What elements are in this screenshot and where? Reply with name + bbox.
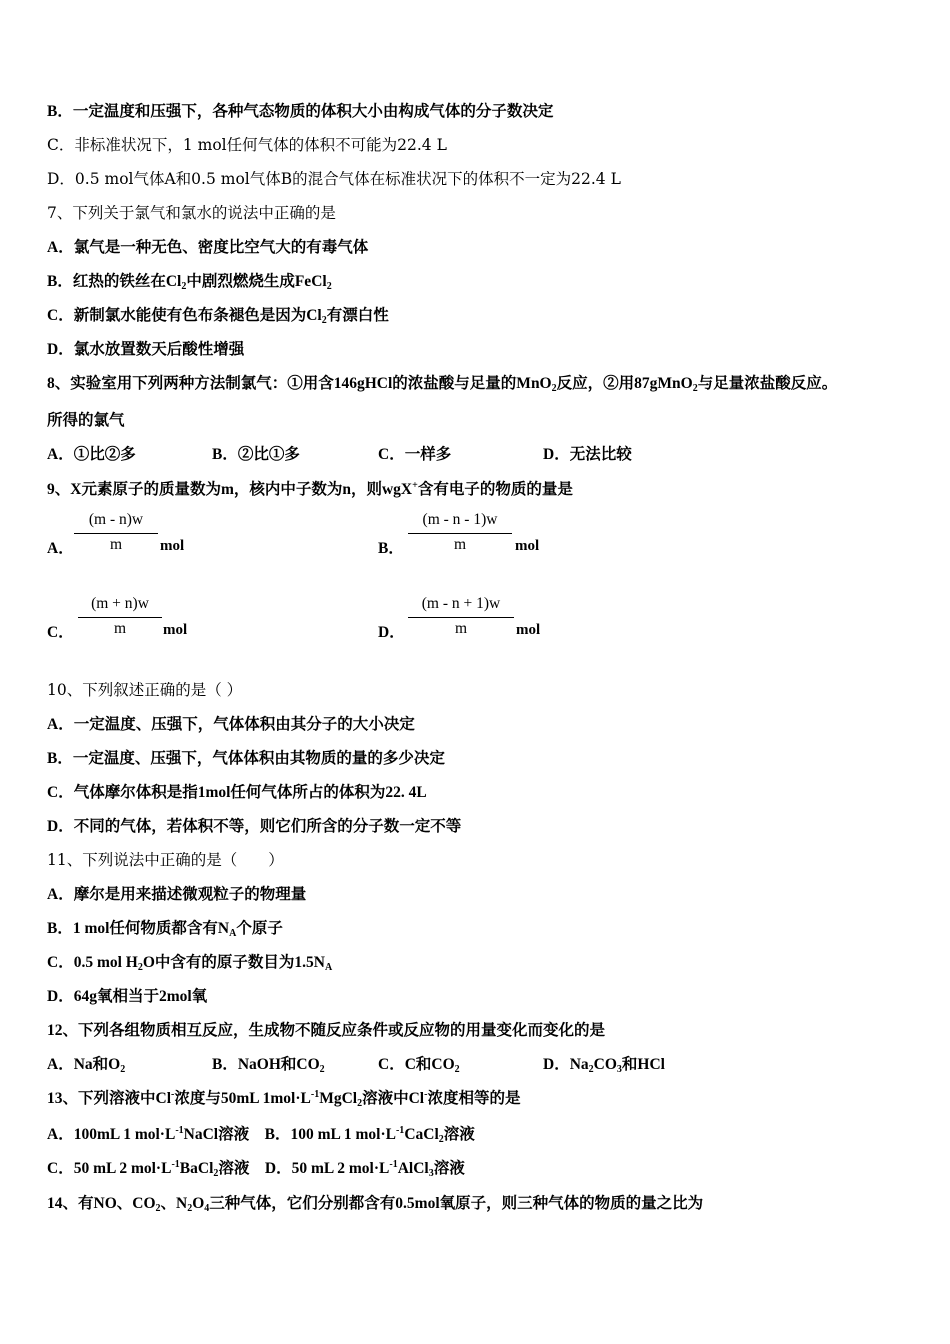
q9-option-c-label: C． xyxy=(47,624,74,641)
fraction-bar xyxy=(74,533,158,534)
q11-option-b: B．1 mol任何物质都含有$N_A$个原子 xyxy=(47,920,283,939)
q7-option-c: C．新制氯水能使有色布条褪色是因为$Cl_2$有漂白性 xyxy=(47,307,389,326)
q9-option-d-fraction xyxy=(408,595,514,638)
q7-option-d: D．氯水放置数天后酸性增强 xyxy=(47,341,245,358)
q8-stem: 8、实验室用下列两种方法制氯气：①用含146gHCl的浓盐酸与足量的MnO$_2$反应，②用87gMnO$_2$与足量浓盐酸反应。 xyxy=(47,375,838,394)
q6-option-b: B．一定温度和压强下，各种气态物质的体积大小由构成气体的分子数决定 xyxy=(47,103,554,120)
q12-stem: 12、下列各组物质相互反应，生成物不随反应条件或反应物的用量变化而变化的是 xyxy=(47,1022,606,1039)
q8-option-c: C．一样多 xyxy=(378,446,452,463)
q9-option-d-unit: mol xyxy=(516,622,541,638)
fraction-denominator: m xyxy=(109,536,123,553)
q9-option-a-unit: mol xyxy=(160,538,185,554)
q13-options-cd xyxy=(47,1158,465,1179)
q9-option-a-label: A． xyxy=(47,540,74,557)
q12-option-a: A．Na和$O_2$ xyxy=(47,1056,126,1075)
q8-option-b: B．②比①多 xyxy=(212,446,300,463)
fraction-bar xyxy=(408,617,514,618)
fraction-denominator: m xyxy=(454,620,468,637)
q9-option-b-unit: mol xyxy=(515,538,540,554)
q10-option-b: B．一定温度、压强下，气体体积由其物质的量的多少决定 xyxy=(47,750,445,767)
q9-option-a-fraction xyxy=(74,511,158,554)
fraction-denominator: m xyxy=(453,536,467,553)
q14-stem: 14、有NO、$CO_2$、$N_2O_4$三种气体，它们分别都含有0.5mol氧原子，则三种气体的物质的量之比为 xyxy=(47,1195,704,1214)
q8-stem-line2: 所得的氯气 xyxy=(47,412,125,429)
q11-option-d: D．64g氧相当于2mol氧 xyxy=(47,988,208,1005)
q11-option-a: A．摩尔是用来描述微观粒子的物理量 xyxy=(47,886,307,903)
q13-option-b: B．100 mL 1 $mol\cdot L^{-1}CaCl_2$溶液 xyxy=(264,1125,475,1145)
q6-option-c: C．非标准状况下，1 mol任何气体的体积不可能为22.4 L xyxy=(47,136,447,154)
fraction-denominator: m xyxy=(113,620,127,637)
q9-option-b-label: B． xyxy=(378,540,404,557)
q12-option-d: D．$Na_2CO_3$和HCl xyxy=(543,1056,665,1075)
q12-option-b: B．NaOH和$CO_2$ xyxy=(212,1056,325,1075)
q9-option-b-fraction xyxy=(408,511,512,554)
q9-stem: 9、X元素原子的质量数为m，核内中子数为n，则wgX+含有电子的物质的量是 xyxy=(47,480,573,498)
q7-option-b: B．红热的铁丝在$Cl_2$中剧烈燃烧生成FeCl$_2$ xyxy=(47,273,332,292)
q9-option-d-label: D． xyxy=(378,624,405,641)
fraction-numerator: (m + n)w xyxy=(91,595,149,612)
q7-stem: 7、下列关于氯气和氯水的说法中正确的是 xyxy=(47,204,336,222)
q11-stem: 11、下列说法中正确的是（ ） xyxy=(47,851,284,869)
q10-option-a: A．一定温度、压强下，气体体积由其分子的大小决定 xyxy=(47,716,415,733)
fraction-bar xyxy=(78,617,162,618)
q11-option-c: C．0.5 mol $H_2O$中含有的原子数目为$1.5N_A$ xyxy=(47,954,333,973)
q10-option-d: D．不同的气体，若体积不等，则它们所含的分子数一定不等 xyxy=(47,818,462,835)
q12-option-c: C．C和$CO_2$ xyxy=(378,1056,460,1075)
q8-option-a: A．①比②多 xyxy=(47,446,136,463)
q10-option-c: C．气体摩尔体积是指1mol任何气体所占的体积为22. 4L xyxy=(47,784,427,801)
q8-option-d: D．无法比较 xyxy=(543,446,632,463)
q6-option-d: D．0.5 mol气体A和0.5 mol气体B的混合气体在标准状况下的体积不一定为22.4 L xyxy=(47,170,621,188)
fraction-bar xyxy=(408,533,512,534)
fraction-numerator: (m - n - 1)w xyxy=(422,511,498,528)
q7-option-a: A．氯气是一种无色、密度比空气大的有毒气体 xyxy=(47,239,369,256)
q13-stem: 13、下列溶液中Cl-浓度与50mL $1mol\cdot L^{-1}MgCl_2$溶液中Cl-浓度相等的是 xyxy=(47,1089,521,1109)
q9-option-c-unit: mol xyxy=(163,622,188,638)
fraction-numerator: (m - n)w xyxy=(88,511,144,528)
q9-option-c-fraction xyxy=(78,595,162,638)
q13-option-c: C．50 mL 2 $mol\cdot L^{-1}BaCl_2$溶液 xyxy=(47,1159,250,1179)
q13-option-a: A．100mL 1 $mol\cdot L^{-1}NaCl$溶液 xyxy=(47,1125,250,1143)
q13-options-ab xyxy=(47,1124,475,1145)
q13-option-d: D．50 mL 2 $mol\cdot L^{-1}AlCl_3$溶液 xyxy=(264,1159,465,1179)
q10-stem: 10、下列叙述正确的是（ ） xyxy=(47,681,243,699)
fraction-numerator: (m - n + 1)w xyxy=(421,595,501,612)
